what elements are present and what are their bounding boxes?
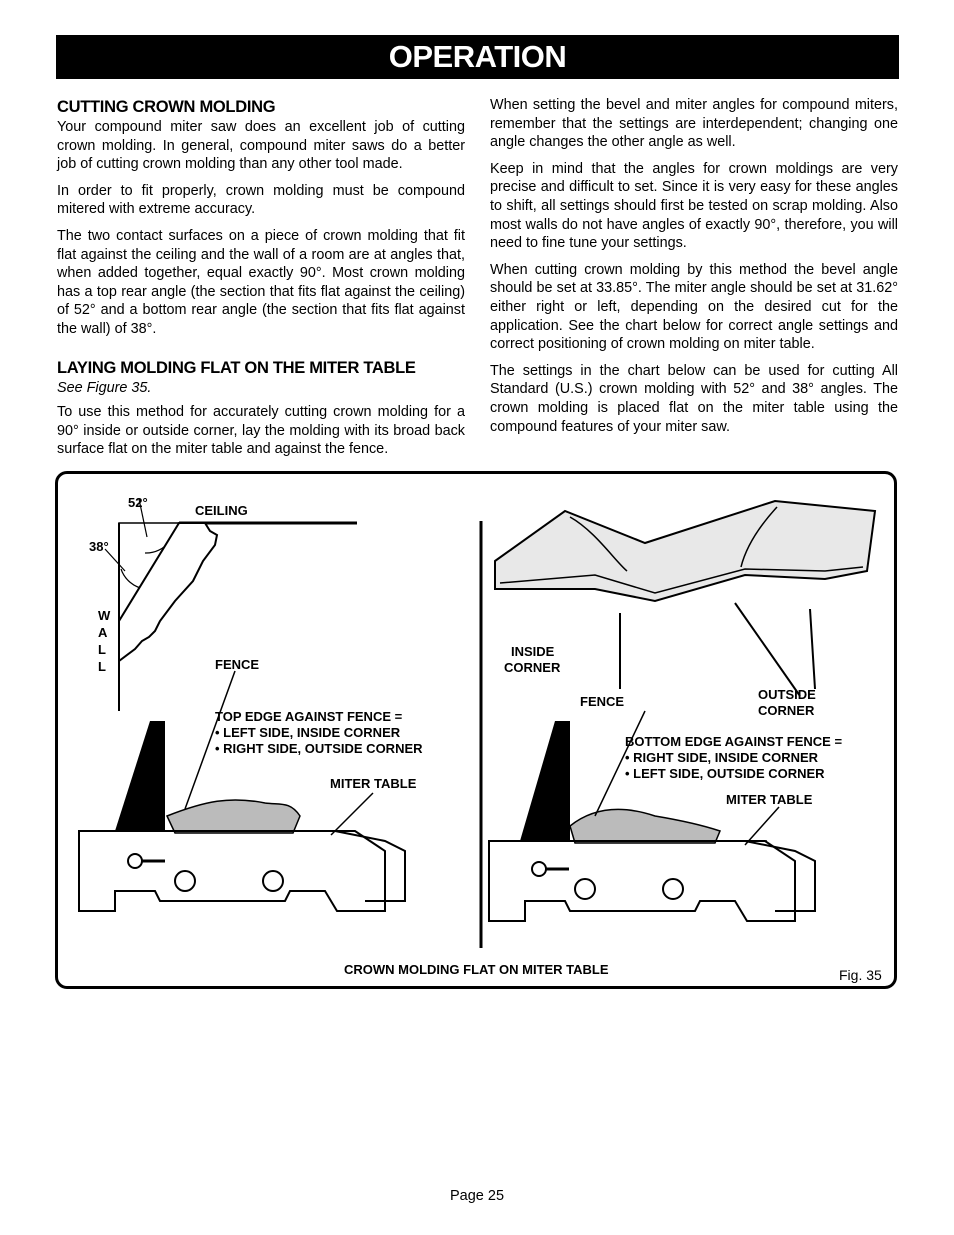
fence-left — [115, 721, 165, 831]
angle-52-label: 52° — [128, 495, 148, 510]
page-number: Page 25 — [449, 1188, 505, 1204]
molding-corner-3d — [495, 501, 875, 601]
right-column — [490, 96, 898, 444]
miter-table-label-right: MITER TABLE — [726, 792, 813, 807]
fence-label-left: FENCE — [215, 657, 260, 672]
paragraph: To use this method for accurately cutting crown molding for a 90° inside or outside corner, lay the molding with its broad back surface flat on the miter table and against the fence. — [57, 404, 465, 458]
paragraph: When cutting crown molding by this method the bevel angle should be set at 33.85°. The miter angle should be set at 31.62° either right or left, depending on the desired cut for the application. See the chart below for correct angle settings and correct positioning of crown molding on miter table. — [490, 261, 898, 353]
outside-corner-label: OUTSIDE — [758, 687, 816, 702]
molding-right — [570, 809, 720, 843]
top-edge-bullet: • RIGHT SIDE, OUTSIDE CORNER — [215, 741, 423, 756]
top-edge-label: TOP EDGE AGAINST FENCE = — [215, 709, 403, 724]
heading-cutting-crown-molding: CUTTING CROWN MOLDING — [57, 98, 276, 116]
wall-letter: L — [98, 659, 106, 674]
miter-table-left — [79, 831, 385, 911]
figure-illustration — [55, 471, 897, 989]
wall-letter: W — [98, 608, 111, 623]
see-figure-note: See Figure 35. — [57, 379, 152, 396]
angle-38-label: 38° — [89, 539, 109, 554]
ceiling-label: CEILING — [195, 503, 248, 518]
inside-corner-label: INSIDE — [511, 644, 555, 659]
fence-right — [520, 721, 570, 841]
crown-molding-profile — [119, 523, 217, 661]
outside-corner-label: CORNER — [758, 703, 815, 718]
miter-table-label-left: MITER TABLE — [330, 776, 417, 791]
paragraph: The two contact surfaces on a piece of crown molding that fit flat against the ceiling and the wall of a room are at angles that, when added together, equal exactly 90°. Most crown molding has a top rear angle (the section that fits flat against the ceiling) of 52° and a bottom rear angle (the section that fits flat against the wall) of 38°. — [57, 227, 465, 337]
figure-caption: CROWN MOLDING FLAT ON MITER TABLE — [344, 962, 609, 977]
figure-number: Fig. 35 — [839, 967, 882, 983]
wall-letter: A — [98, 625, 108, 640]
paragraph: When setting the bevel and miter angles for compound miters, remember that the settings are interdependent; changing one angle changes the other angle as well. — [490, 97, 898, 151]
figure-35 — [55, 471, 897, 989]
left-column — [57, 96, 465, 467]
paragraph: Your compound miter saw does an excellent job of cutting crown molding. In general, compound miter saws do a better job of cutting crown molding than any other tool made. — [57, 119, 465, 173]
bottom-edge-bullet: • RIGHT SIDE, INSIDE CORNER — [625, 750, 819, 765]
heading-laying-molding-flat: LAYING MOLDING FLAT ON THE MITER TABLE — [57, 358, 416, 377]
wall-letter: L — [98, 642, 106, 657]
paragraph: In order to fit properly, crown molding must be compound mitered with extreme accuracy. — [57, 182, 465, 218]
paragraph: Keep in mind that the angles for crown moldings are very precise and difficult to set. Since it is very easy for these angles to shift, all settings should first be tested on scrap molding. Also most walls do not have angles of exactly 90°, therefore, you will need to fine tune your settings. — [490, 160, 898, 252]
paragraph: The settings in the chart below can be used for cutting All Standard (U.S.) crown molding with 52° and 38° angles. The crown molding is placed flat on the miter table using the compound features of your miter saw. — [490, 362, 898, 435]
page-title: OPERATION — [56, 35, 899, 79]
bottom-edge-bullet: • LEFT SIDE, OUTSIDE CORNER — [625, 766, 825, 781]
fence-label-right: FENCE — [580, 694, 625, 709]
top-edge-bullet: • LEFT SIDE, INSIDE CORNER — [215, 725, 401, 740]
inside-corner-label: CORNER — [504, 660, 561, 675]
bottom-edge-label: BOTTOM EDGE AGAINST FENCE = — [625, 734, 843, 749]
miter-table-right — [489, 841, 795, 921]
